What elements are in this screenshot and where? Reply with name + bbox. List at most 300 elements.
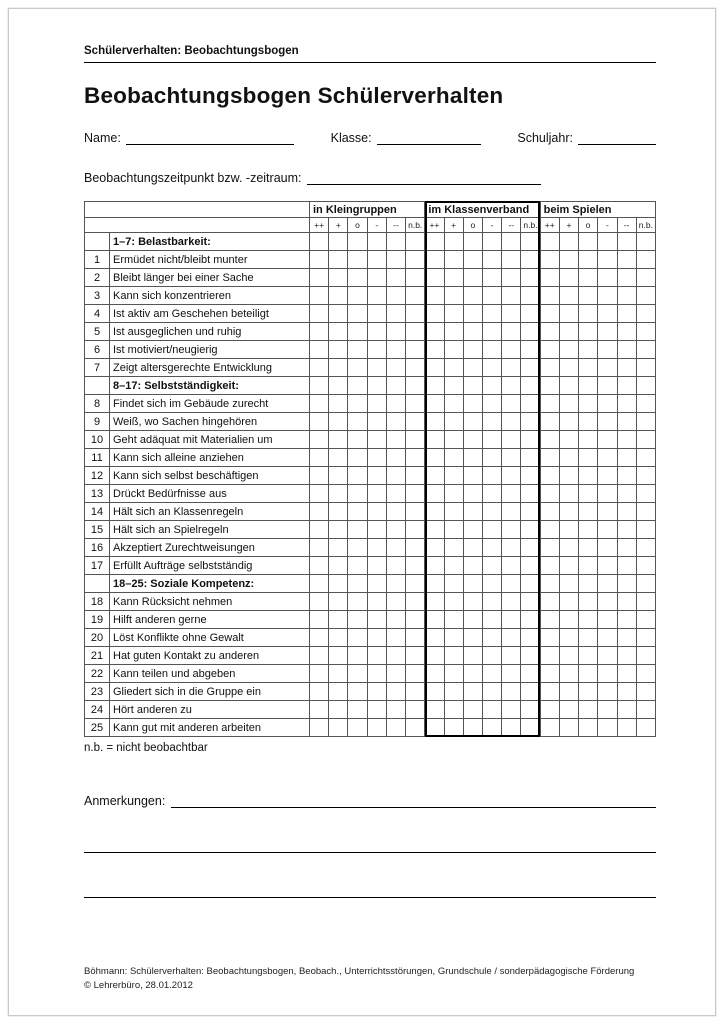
- rating-cell: [559, 647, 578, 665]
- rating-cell: [636, 341, 655, 359]
- rating-cell: [425, 683, 444, 701]
- rating-cell: [617, 359, 636, 377]
- rating-cell: [598, 449, 617, 467]
- rating-cell: [598, 593, 617, 611]
- rating-cell: [348, 305, 367, 323]
- rating-cell: [463, 647, 482, 665]
- rating-cell: [329, 593, 348, 611]
- rating-cell: [463, 611, 482, 629]
- rating-cell: [559, 539, 578, 557]
- rating-cell: [559, 467, 578, 485]
- row-number-cell: 23: [85, 683, 110, 701]
- rating-cell: [329, 701, 348, 719]
- rating-cell: [386, 305, 405, 323]
- rating-cell: [521, 395, 540, 413]
- rating-cell: [348, 449, 367, 467]
- rating-cell: [598, 251, 617, 269]
- rating-cell: [406, 557, 425, 575]
- rating-cell: [559, 287, 578, 305]
- rating-cell: [482, 665, 501, 683]
- rating-cell: [482, 485, 501, 503]
- rating-cell: [425, 557, 444, 575]
- rating-cell: [406, 377, 425, 395]
- row-number-cell: 21: [85, 647, 110, 665]
- rating-cell: [329, 683, 348, 701]
- rating-cell: [444, 539, 463, 557]
- rating-cell: [559, 701, 578, 719]
- rating-cell: [406, 575, 425, 593]
- criterion-row: [85, 719, 656, 737]
- rating-cell: [348, 323, 367, 341]
- rating-cell: [598, 701, 617, 719]
- rating-cell: [444, 413, 463, 431]
- rating-cell: [310, 233, 329, 251]
- criterion-cell: Hat guten Kontakt zu anderen: [110, 647, 310, 665]
- rating-cell: [540, 539, 559, 557]
- criterion-cell: Kann sich konzentrieren: [110, 287, 310, 305]
- rating-cell: [579, 305, 598, 323]
- rating-header-cell: n.b.: [406, 218, 425, 233]
- rating-cell: [521, 341, 540, 359]
- rating-cell: [502, 665, 521, 683]
- rating-cell: [540, 629, 559, 647]
- rating-cell: [425, 287, 444, 305]
- rating-cell: [329, 467, 348, 485]
- rating-cell: [482, 557, 501, 575]
- rating-cell: [463, 575, 482, 593]
- rating-cell: [367, 575, 386, 593]
- rating-cell: [636, 467, 655, 485]
- rating-cell: [482, 449, 501, 467]
- rating-cell: [482, 359, 501, 377]
- row-number-cell: 18: [85, 593, 110, 611]
- rating-cell: [540, 305, 559, 323]
- rating-cell: [348, 629, 367, 647]
- rating-cell: [482, 251, 501, 269]
- rating-cell: [482, 503, 501, 521]
- rating-cell: [406, 701, 425, 719]
- rating-cell: [367, 377, 386, 395]
- rating-cell: [579, 575, 598, 593]
- row-number-cell: [85, 575, 110, 593]
- rating-cell: [367, 665, 386, 683]
- rating-cell: [521, 557, 540, 575]
- rating-cell: [540, 647, 559, 665]
- rating-cell: [367, 395, 386, 413]
- rating-cell: [617, 431, 636, 449]
- rating-cell: [502, 575, 521, 593]
- rating-cell: [636, 395, 655, 413]
- footer-source-line: Böhmann: Schülerverhalten: Beobachtungsbogen, Beobach., Unterrichtsstörungen, Grundschule / sonderpädagogische Förderung: [84, 965, 635, 977]
- rating-cell: [367, 431, 386, 449]
- rating-cell: [636, 521, 655, 539]
- rating-cell: [559, 485, 578, 503]
- rating-cell: [444, 665, 463, 683]
- rating-cell: [521, 539, 540, 557]
- rating-cell: [540, 449, 559, 467]
- rating-cell: [348, 359, 367, 377]
- rating-cell: [617, 647, 636, 665]
- rating-cell: [598, 233, 617, 251]
- rating-cell: [386, 359, 405, 377]
- rating-cell: [406, 431, 425, 449]
- rating-header-cell: ++: [540, 218, 559, 233]
- rating-cell: [636, 287, 655, 305]
- rating-cell: [367, 521, 386, 539]
- rating-cell: [348, 683, 367, 701]
- rating-cell: [329, 395, 348, 413]
- rating-cell: [636, 305, 655, 323]
- rating-cell: [386, 377, 405, 395]
- rating-cell: [579, 557, 598, 575]
- row-number-cell: 1: [85, 251, 110, 269]
- section-header-cell: 18–25: Soziale Kompetenz:: [110, 575, 310, 593]
- rating-cell: [559, 449, 578, 467]
- rating-cell: [329, 611, 348, 629]
- row-number-cell: [85, 233, 110, 251]
- rating-cell: [579, 485, 598, 503]
- group-header-1: im Klassenverband: [425, 202, 540, 218]
- rating-cell: [598, 431, 617, 449]
- criterion-row: [85, 413, 656, 431]
- rating-cell: [386, 647, 405, 665]
- rating-cell: [406, 665, 425, 683]
- rating-cell: [444, 575, 463, 593]
- rating-cell: [502, 683, 521, 701]
- schuljahr-field: [517, 131, 656, 145]
- rating-cell: [636, 413, 655, 431]
- rating-cell: [502, 287, 521, 305]
- rating-cell: [425, 467, 444, 485]
- rating-cell: [521, 629, 540, 647]
- rating-cell: [425, 719, 444, 737]
- rating-cell: [559, 251, 578, 269]
- rating-cell: [579, 503, 598, 521]
- rating-cell: [310, 683, 329, 701]
- row-number-cell: 14: [85, 503, 110, 521]
- rating-cell: [425, 485, 444, 503]
- rating-cell: [540, 665, 559, 683]
- rating-cell: [617, 575, 636, 593]
- rating-cell: [482, 575, 501, 593]
- rating-header-cell: n.b.: [521, 218, 540, 233]
- rating-cell: [310, 647, 329, 665]
- rating-cell: [310, 413, 329, 431]
- criterion-cell: Kann teilen und abgeben: [110, 665, 310, 683]
- rating-cell: [444, 287, 463, 305]
- rating-cell: [386, 557, 405, 575]
- criterion-cell: Geht adäquat mit Materialien um: [110, 431, 310, 449]
- rating-cell: [367, 359, 386, 377]
- rating-cell: [329, 575, 348, 593]
- rating-header-cell: -: [598, 218, 617, 233]
- rating-cell: [617, 719, 636, 737]
- rating-cell: [540, 503, 559, 521]
- rating-cell: [598, 575, 617, 593]
- row-number-cell: 2: [85, 269, 110, 287]
- rating-cell: [425, 521, 444, 539]
- rating-cell: [482, 539, 501, 557]
- rating-cell: [521, 287, 540, 305]
- rating-cell: [444, 449, 463, 467]
- criterion-cell: Findet sich im Gebäude zurecht: [110, 395, 310, 413]
- rating-cell: [310, 629, 329, 647]
- rating-cell: [329, 557, 348, 575]
- criterion-row: [85, 701, 656, 719]
- rating-cell: [386, 503, 405, 521]
- rating-cell: [444, 467, 463, 485]
- rating-cell: [559, 233, 578, 251]
- rating-cell: [521, 485, 540, 503]
- rating-cell: [463, 449, 482, 467]
- rating-cell: [348, 395, 367, 413]
- rating-cell: [598, 269, 617, 287]
- rating-cell: [406, 503, 425, 521]
- rating-cell: [329, 305, 348, 323]
- rating-cell: [463, 233, 482, 251]
- criterion-row: [85, 665, 656, 683]
- rating-cell: [310, 377, 329, 395]
- rating-cell: [386, 341, 405, 359]
- rating-cell: [425, 341, 444, 359]
- rating-cell: [425, 305, 444, 323]
- rating-cell: [406, 359, 425, 377]
- rating-cell: [444, 377, 463, 395]
- rating-cell: [348, 647, 367, 665]
- rating-cell: [425, 593, 444, 611]
- rating-cell: [636, 251, 655, 269]
- rating-cell: [502, 647, 521, 665]
- rating-cell: [598, 683, 617, 701]
- rating-cell: [617, 665, 636, 683]
- rating-cell: [406, 251, 425, 269]
- rating-cell: [540, 719, 559, 737]
- rating-cell: [386, 323, 405, 341]
- rating-header-cell: --: [386, 218, 405, 233]
- rating-header-cell: o: [463, 218, 482, 233]
- rating-cell: [482, 611, 501, 629]
- rating-cell: [502, 593, 521, 611]
- criterion-cell: Gliedert sich in die Gruppe ein: [110, 683, 310, 701]
- rating-cell: [329, 269, 348, 287]
- rating-cell: [579, 683, 598, 701]
- rating-cell: [444, 503, 463, 521]
- criterion-row: [85, 503, 656, 521]
- rating-cell: [617, 557, 636, 575]
- rating-cell: [598, 287, 617, 305]
- rating-cell: [636, 449, 655, 467]
- rating-cell: [329, 449, 348, 467]
- rating-cell: [579, 701, 598, 719]
- rating-cell: [348, 611, 367, 629]
- rating-cell: [348, 521, 367, 539]
- rating-cell: [579, 251, 598, 269]
- criterion-row: [85, 593, 656, 611]
- rating-cell: [386, 719, 405, 737]
- rating-cell: [579, 719, 598, 737]
- rating-cell: [367, 503, 386, 521]
- rating-cell: [329, 503, 348, 521]
- rating-cell: [598, 359, 617, 377]
- rating-cell: [329, 521, 348, 539]
- rating-cell: [463, 251, 482, 269]
- rating-cell: [463, 341, 482, 359]
- row-number-cell: 4: [85, 305, 110, 323]
- rating-cell: [425, 647, 444, 665]
- criterion-cell: Ist ausgeglichen und ruhig: [110, 323, 310, 341]
- document-page: [8, 8, 716, 1016]
- row-number-cell: 16: [85, 539, 110, 557]
- rating-cell: [521, 269, 540, 287]
- rating-cell: [617, 683, 636, 701]
- rating-cell: [444, 485, 463, 503]
- row-number-cell: 8: [85, 395, 110, 413]
- rating-cell: [444, 683, 463, 701]
- criterion-row: [85, 485, 656, 503]
- rating-cell: [598, 305, 617, 323]
- criterion-row: [85, 629, 656, 647]
- rating-cell: [502, 611, 521, 629]
- rating-cell: [444, 647, 463, 665]
- rating-cell: [425, 611, 444, 629]
- rating-cell: [406, 449, 425, 467]
- rating-cell: [367, 233, 386, 251]
- rating-cell: [310, 287, 329, 305]
- rating-cell: [559, 503, 578, 521]
- rating-cell: [348, 557, 367, 575]
- notes-line-1: [84, 852, 656, 853]
- rating-cell: [579, 449, 598, 467]
- rating-cell: [636, 377, 655, 395]
- observation-table: [84, 201, 656, 737]
- rating-cell: [598, 665, 617, 683]
- rating-cell: [463, 431, 482, 449]
- rating-cell: [367, 269, 386, 287]
- rating-cell: [579, 665, 598, 683]
- rating-cell: [463, 323, 482, 341]
- rating-cell: [502, 377, 521, 395]
- rating-cell: [636, 503, 655, 521]
- rating-cell: [540, 683, 559, 701]
- group-header-row: [85, 202, 656, 218]
- criterion-row: [85, 251, 656, 269]
- rating-cell: [425, 665, 444, 683]
- rating-cell: [463, 557, 482, 575]
- rating-cell: [559, 593, 578, 611]
- criterion-row: [85, 683, 656, 701]
- criterion-cell: Ermüdet nicht/bleibt munter: [110, 251, 310, 269]
- rating-cell: [521, 323, 540, 341]
- rating-cell: [617, 413, 636, 431]
- criterion-cell: Akzeptiert Zurechtweisungen: [110, 539, 310, 557]
- rating-header-cell: o: [579, 218, 598, 233]
- rating-header-cell: +: [559, 218, 578, 233]
- group-header-2: beim Spielen: [540, 202, 655, 218]
- rating-cell: [463, 665, 482, 683]
- rating-cell: [598, 377, 617, 395]
- rating-cell: [367, 251, 386, 269]
- rating-cell: [521, 647, 540, 665]
- rating-cell: [617, 395, 636, 413]
- rating-cell: [482, 467, 501, 485]
- rating-cell: [482, 701, 501, 719]
- rating-cell: [636, 323, 655, 341]
- criterion-cell: Kann sich alleine anziehen: [110, 449, 310, 467]
- rating-cell: [367, 683, 386, 701]
- rating-cell: [463, 593, 482, 611]
- rating-cell: [579, 593, 598, 611]
- criterion-row: [85, 287, 656, 305]
- criterion-cell: Löst Konflikte ohne Gewalt: [110, 629, 310, 647]
- rating-cell: [310, 431, 329, 449]
- rating-cell: [482, 593, 501, 611]
- rating-cell: [329, 341, 348, 359]
- rating-cell: [559, 269, 578, 287]
- rating-cell: [367, 305, 386, 323]
- rating-cell: [482, 413, 501, 431]
- rating-cell: [406, 647, 425, 665]
- rating-cell: [329, 431, 348, 449]
- rating-cell: [463, 503, 482, 521]
- rating-cell: [636, 701, 655, 719]
- rating-cell: [406, 629, 425, 647]
- rating-cell: [636, 575, 655, 593]
- rating-cell: [386, 251, 405, 269]
- rating-cell: [386, 575, 405, 593]
- rating-cell: [617, 233, 636, 251]
- criterion-cell: Erfüllt Aufträge selbstständig: [110, 557, 310, 575]
- rating-cell: [444, 341, 463, 359]
- rating-cell: [386, 467, 405, 485]
- rating-cell: [425, 629, 444, 647]
- rating-cell: [463, 683, 482, 701]
- rating-cell: [329, 251, 348, 269]
- criterion-row: [85, 467, 656, 485]
- rating-cell: [636, 683, 655, 701]
- rating-cell: [367, 287, 386, 305]
- row-number-cell: 19: [85, 611, 110, 629]
- rating-cell: [617, 341, 636, 359]
- rating-cell: [559, 665, 578, 683]
- rating-cell: [329, 377, 348, 395]
- rating-cell: [617, 269, 636, 287]
- rating-cell: [502, 719, 521, 737]
- rating-cell: [598, 647, 617, 665]
- rating-cell: [559, 323, 578, 341]
- anmerkungen-label: Anmerkungen:: [84, 794, 166, 808]
- criterion-cell: Kann sich selbst beschäftigen: [110, 467, 310, 485]
- criterion-row: [85, 557, 656, 575]
- rating-cell: [310, 269, 329, 287]
- rating-cell: [406, 467, 425, 485]
- rating-cell: [598, 395, 617, 413]
- rating-cell: [598, 341, 617, 359]
- rating-cell: [502, 449, 521, 467]
- klasse-field-line: [377, 131, 481, 145]
- rating-cell: [540, 287, 559, 305]
- rating-cell: [425, 269, 444, 287]
- rating-cell: [386, 287, 405, 305]
- rating-cell: [482, 269, 501, 287]
- rating-cell: [329, 647, 348, 665]
- rating-cell: [579, 539, 598, 557]
- row-number-cell: [85, 377, 110, 395]
- row-number-cell: 12: [85, 467, 110, 485]
- rating-cell: [482, 431, 501, 449]
- rating-cell: [310, 503, 329, 521]
- rating-header-cell: -: [367, 218, 386, 233]
- rating-cell: [617, 449, 636, 467]
